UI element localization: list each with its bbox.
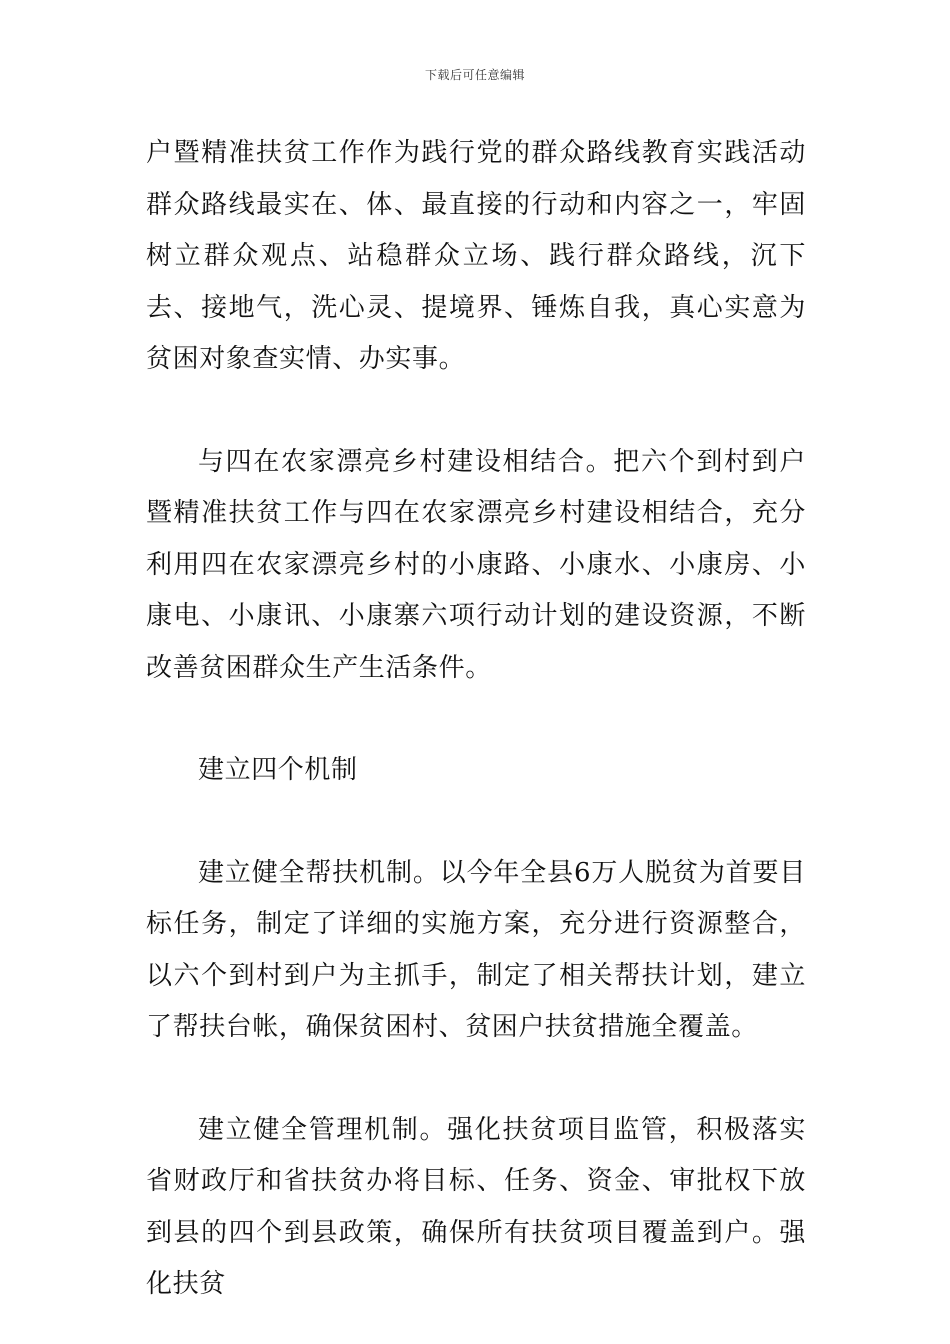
paragraph-continuation: 户暨精准扶贫工作作为践行党的群众路线教育实践活动群众路线最实在、体、最直接的行动和内容之一，牢固树立群众观点、站稳群众立场、践行群众路线，沉下去、接地气，洗心灵、提境界、锤炼自我，真心实意为贫困对象查实情、办实事。: [146, 138, 806, 374]
paragraph-assistance-mechanism: 建立健全帮扶机制。以今年全县6万人脱贫为首要目标任务，制定了详细的实施方案，充分进行资源整合，以六个到村到户为主抓手，制定了相关帮扶计划，建立了帮扶台帐，确保贫困村、贫困户扶贫措施全覆盖。: [146, 857, 806, 1042]
section-heading-four-mechanisms: 建立四个机制: [198, 755, 358, 785]
paragraph-rural-construction: 与四在农家漂亮乡村建设相结合。把六个到村到户暨精准扶贫工作与四在农家漂亮乡村建设相结合，充分利用四在农家漂亮乡村的小康路、小康水、小康房、小康电、小康讯、小康寨六项行动计划的建设资源，不断改善贫困群众生产生活条件。: [146, 446, 806, 683]
page-header: 下载后可任意编辑: [424, 68, 525, 82]
document-body: [146, 128, 806, 1311]
paragraph-management-mechanism: 建立健全管理机制。强化扶贫项目监管，积极落实省财政厅和省扶贫办将目标、任务、资金、审批权下放到县的四个到县政策，确保所有扶贫项目覆盖到户。强化扶贫: [146, 1114, 806, 1299]
